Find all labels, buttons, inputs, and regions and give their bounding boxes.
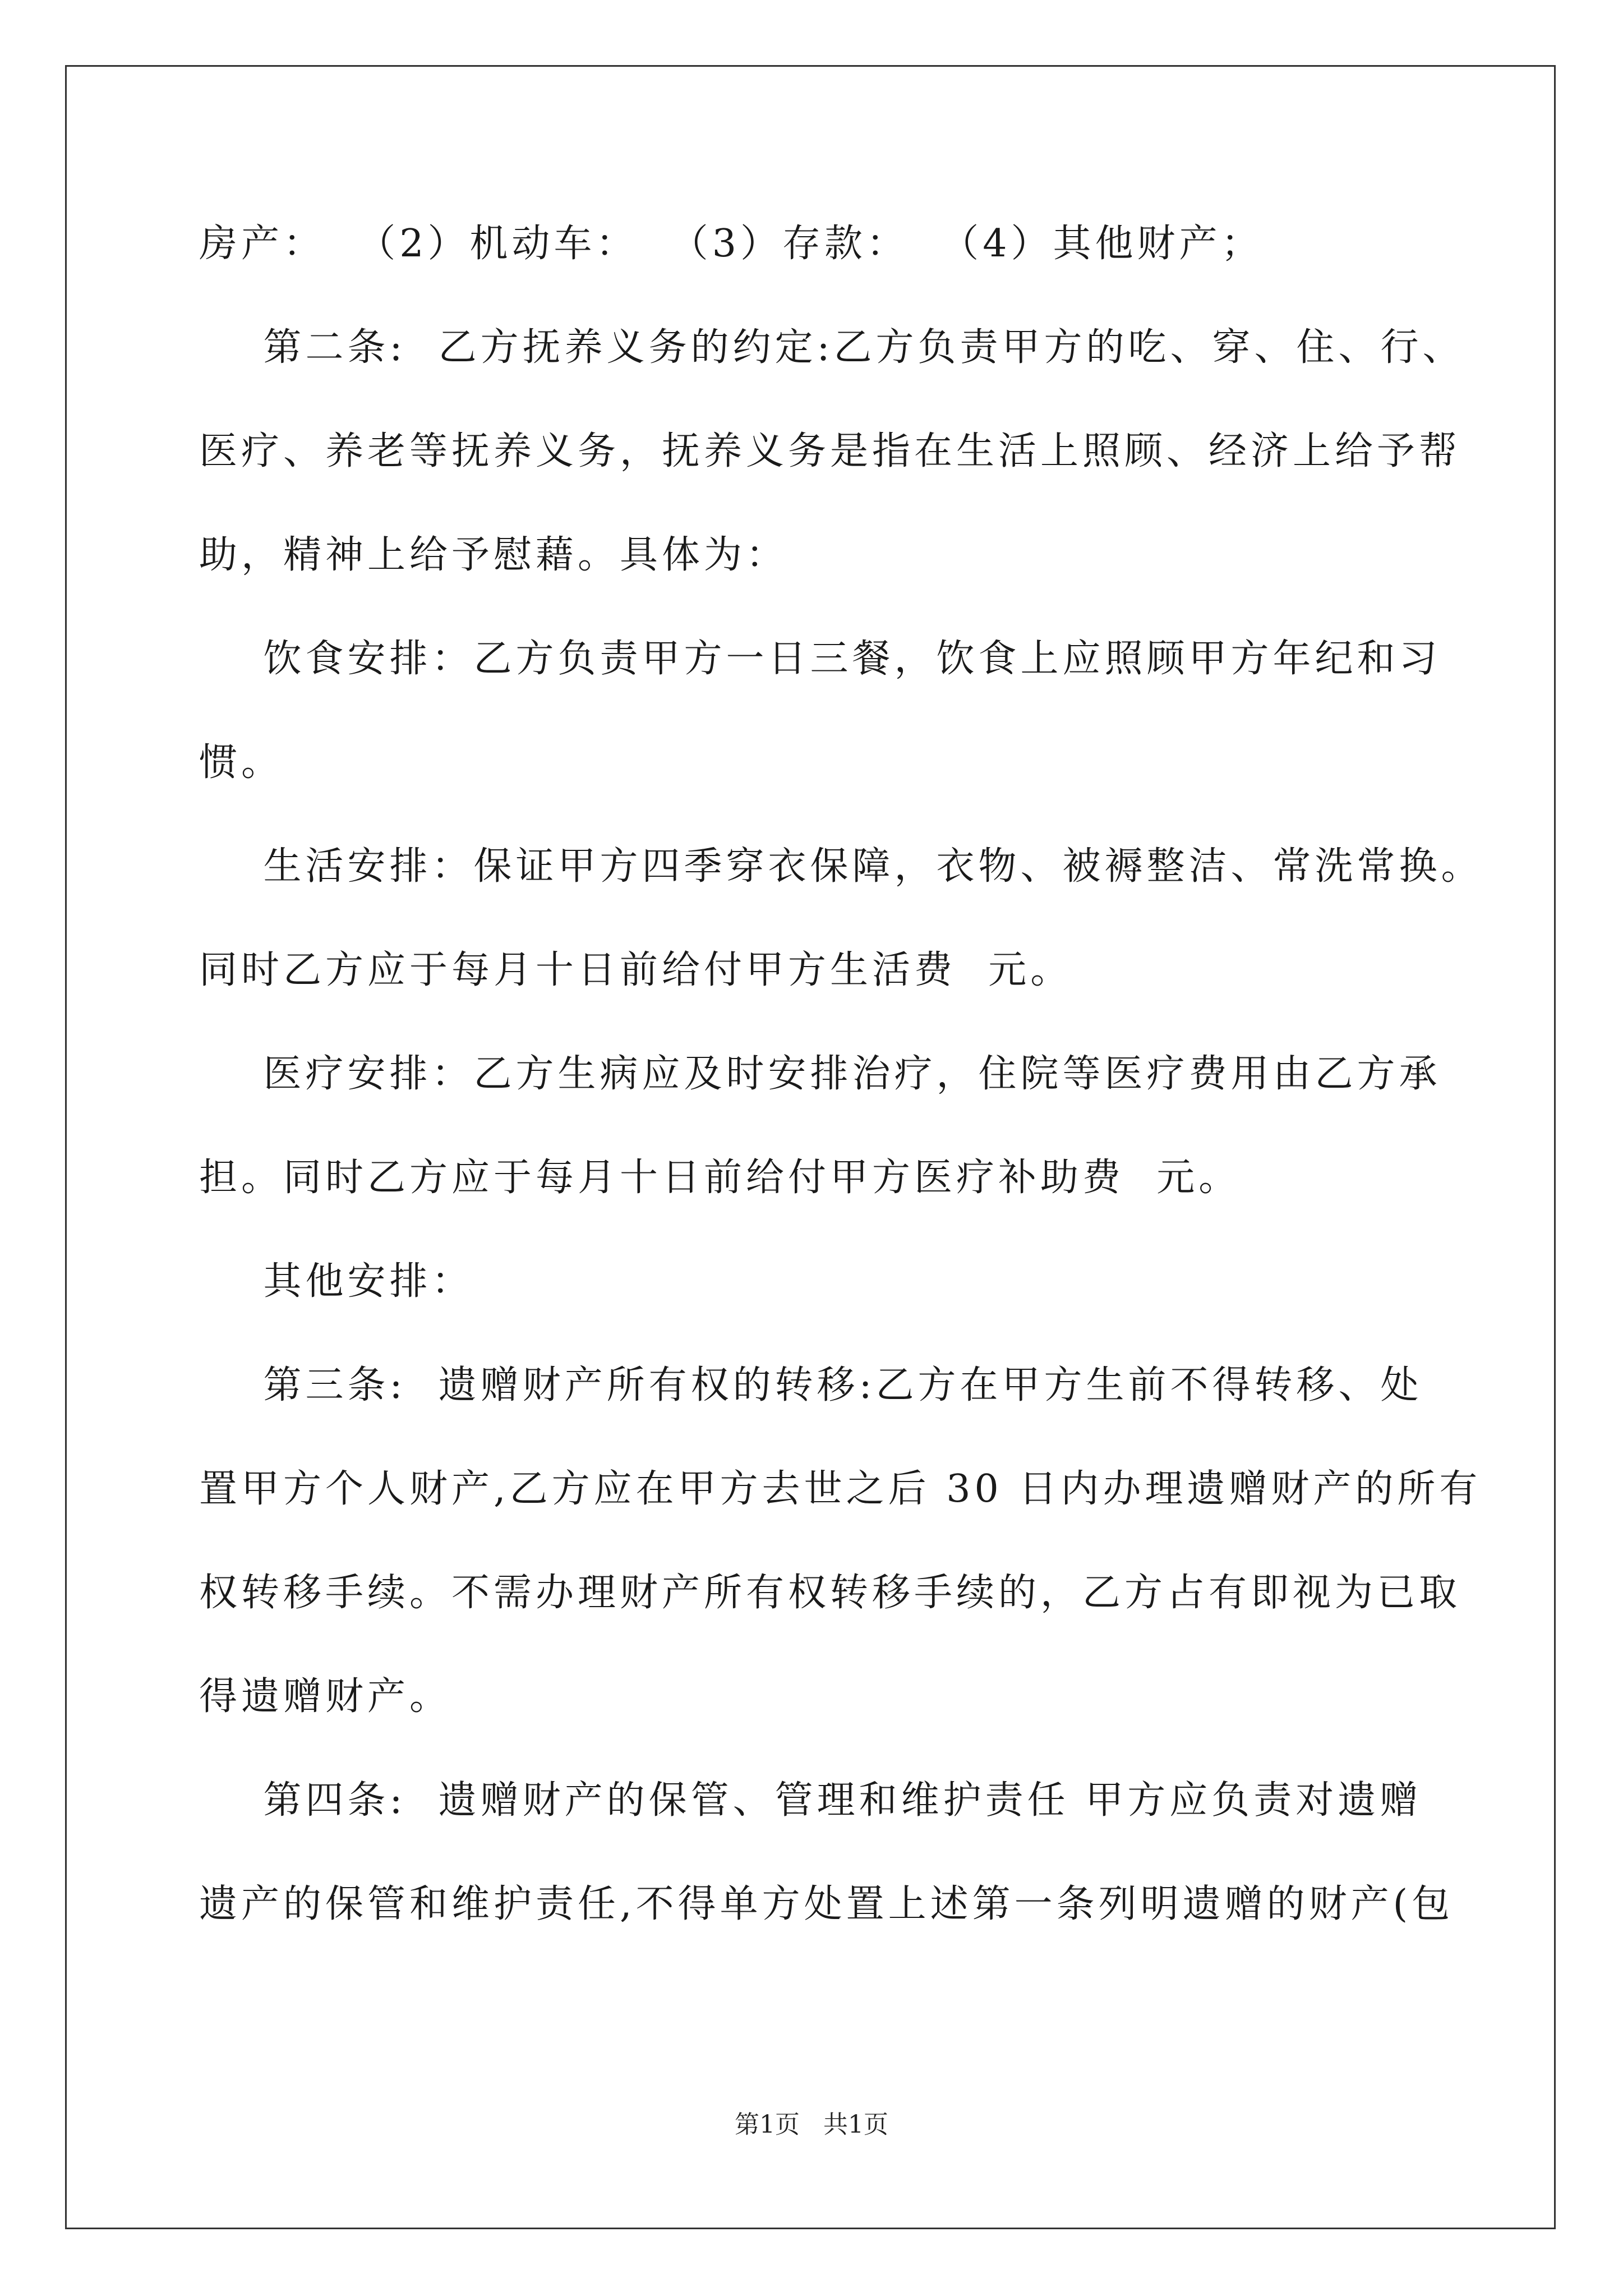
text-line: 置甲方个人财产,乙方应在甲方去世之后 30 日内办理遗赠财产的所有: [199, 1467, 1482, 1511]
text-line: 惯。: [199, 740, 284, 785]
page-total: 共1页: [823, 2110, 888, 2139]
page-footer: [0, 2108, 1623, 2142]
text-line: 担。同时乙方应于每月十日前给付甲方医疗补助费 元。: [199, 1156, 1241, 1200]
text-line: 第三条: 遗赠财产所有权的转移:乙方在甲方生前不得转移、处: [199, 1363, 1423, 1407]
text-line: 同时乙方应于每月十日前给付甲方生活费 元。: [199, 948, 1073, 992]
text-line: 房产： （2）机动车： （3）存款： （4）其他财产；: [199, 222, 1264, 266]
text-line: 医疗、养老等抚养义务，抚养义务是指在生活上照顾、经济上给予帮: [199, 429, 1461, 473]
text-line: 生活安排：保证甲方四季穿衣保障，衣物、被褥整洁、常洗常换。: [199, 844, 1483, 889]
text-line: 助，精神上给予慰藉。具体为：: [199, 533, 789, 577]
text-line: 第四条: 遗赠财产的保管、管理和维护责任 甲方应负责对遗赠: [199, 1778, 1422, 1823]
text-line: 饮食安排：乙方负责甲方一日三餐，饮食上应照顾甲方年纪和习: [199, 637, 1441, 681]
text-line: 第二条: 乙方抚养义务的约定:乙方负责甲方的吃、穿、住、行、: [199, 325, 1465, 370]
page-number: 第1页: [735, 2110, 800, 2139]
text-line: 权转移手续。不需办理财产所有权转移手续的，乙方占有即视为已取: [199, 1571, 1461, 1615]
text-line: 遗产的保管和维护责任,不得单方处置上述第一条列明遗赠的财产(包: [199, 1882, 1454, 1926]
text-line: 得遗赠财产。: [199, 1674, 452, 1719]
text-line: 医疗安排：乙方生病应及时安排治疗，住院等医疗费用由乙方承: [199, 1052, 1441, 1096]
text-line: 其他安排：: [199, 1259, 474, 1304]
